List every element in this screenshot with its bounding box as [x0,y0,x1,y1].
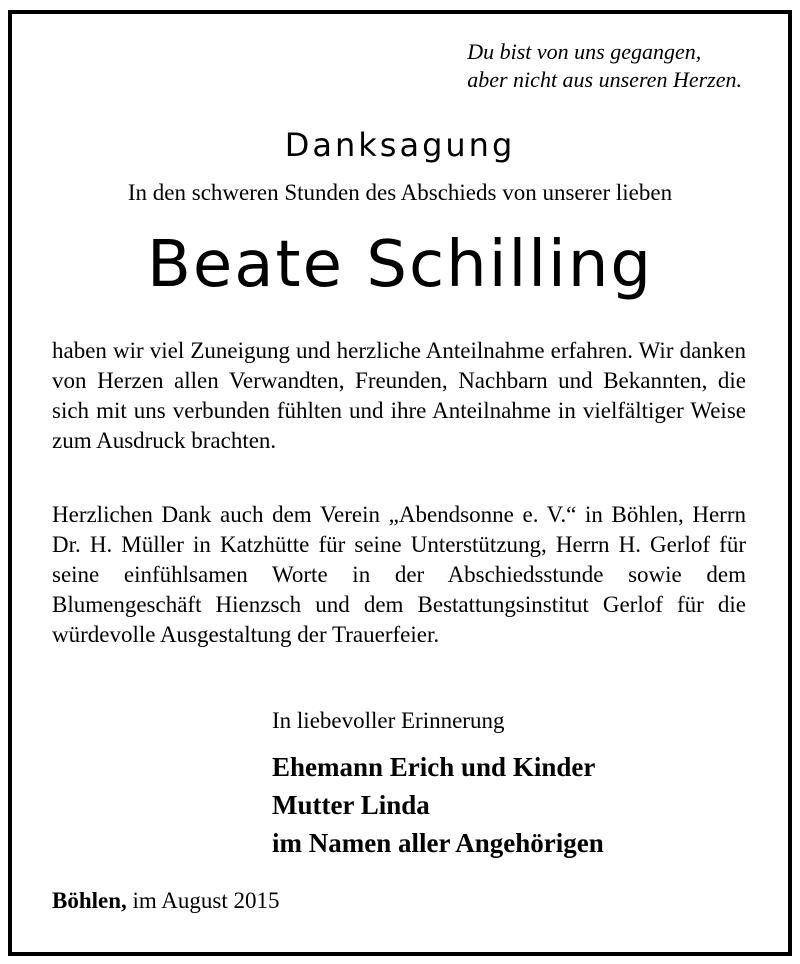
thanks-paragraph-1: haben wir viel Zuneigung und herzliche Anteilnahme erfahren. Wir danken von Herzen allen Verwandten, Freunden, Nachbarn und Bekannten, die sich mit uns verbunden fühlten und ihre Anteilnahme in vielfältiger Weise zum Ausdruck brachten. [52,338,746,453]
signer-line-2: Mutter Linda [272,790,430,820]
deceased-name: Beate Schilling [147,228,653,302]
motto-line-1: Du bist von uns gegangen, [467,39,702,64]
place-date [52,886,280,916]
place-date-text: im August 2015 [132,888,280,913]
memory-line: In liebevoller Erinnerung [272,708,505,733]
signer-line-1: Ehemann Erich und Kinder [272,752,596,782]
motto [467,38,742,94]
motto-line-2: aber nicht aus unseren Herzen. [467,67,742,92]
intro-text: In den schweren Stunden des Abschieds von unserer lieben [127,180,673,205]
signer-line-3: im Namen aller Angehörigen [272,828,604,858]
signers-block [272,748,604,862]
thanks-paragraph-2: Herzlichen Dank auch dem Verein „Abendsonne e. V.“ in Böhlen, Herrn Dr. H. Müller in Katzhütte für seine Unterstützung, Herrn H. Gerlof für seine einfühlsamen Worte in der Abschiedsstunde sowie dem Blumengeschäft Hienzsch und dem Bestattungsinstitut Gerlof für die würdevolle Ausgestaltung der Trauerfeier. [52,502,746,647]
notice-title: Danksagung [284,126,516,164]
place-city: Böhlen, [52,888,127,913]
